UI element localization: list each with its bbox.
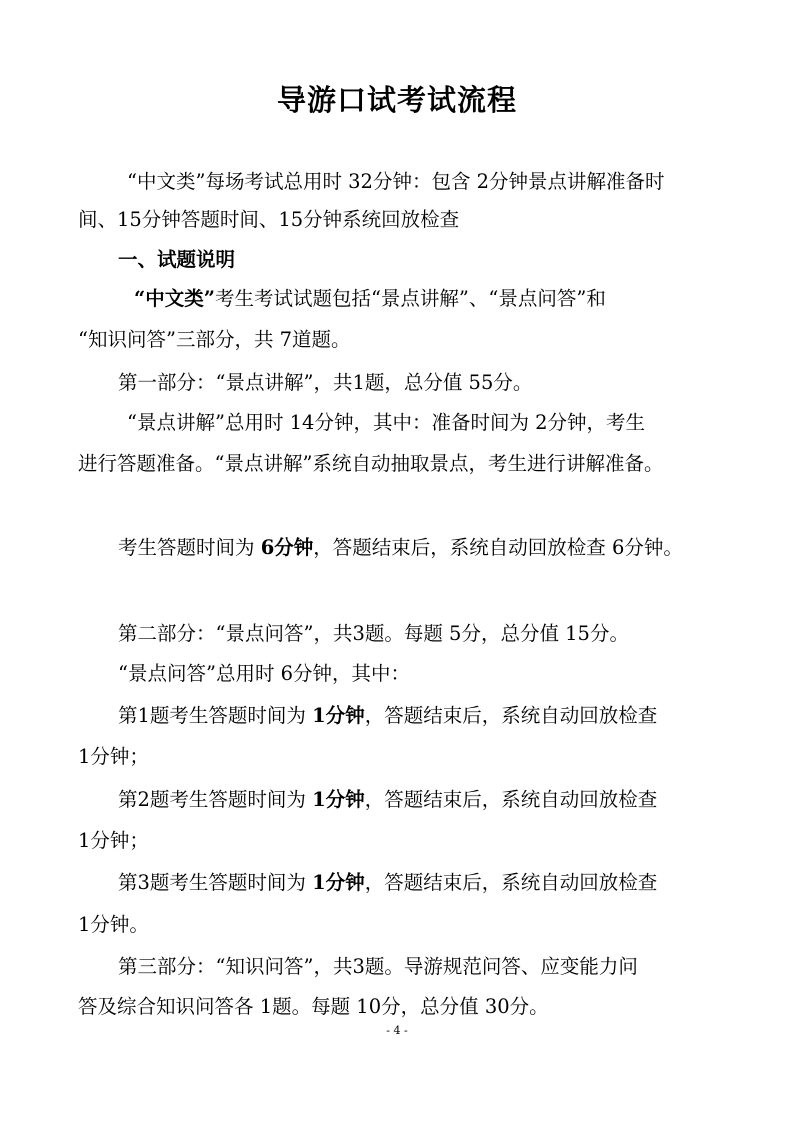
paragraph-line xyxy=(134,285,606,313)
text-span: ，答题结束后，系统自动回放检查 xyxy=(364,871,658,894)
text-span: ，答题结束后，系统自动回放检查 xyxy=(364,704,658,727)
part2-desc: “景点问答”总用时 6分钟，其中： xyxy=(118,662,411,685)
part3-line-2: 答及综合知识问答各 1题。每题 10分，总分值 30分。 xyxy=(78,995,549,1018)
bold-time: 6分钟 xyxy=(260,536,314,559)
page-number: - 4 - xyxy=(386,1024,408,1037)
text-span: 第3题考生答题时间为 xyxy=(118,871,313,894)
intro-line-1: “中文类”每场考试总用时 32分钟：包含 2分钟景点讲解准备时 xyxy=(127,170,665,193)
page-title: 导游口试考试流程 xyxy=(276,83,517,117)
part2-heading: 第二部分：“景点问答”，共3题。每题 5分，总分值 15分。 xyxy=(118,622,629,645)
question-1-line xyxy=(118,702,657,730)
bold-term: “中文类” xyxy=(134,287,215,310)
part1-desc-1: “景点讲解”总用时 14分钟，其中：准备时间为 2分钟，考生 xyxy=(127,411,646,434)
bold-time: 1分钟 xyxy=(312,788,365,811)
part1-answer-line xyxy=(118,534,683,562)
part1-desc-2: 进行答题准备。“景点讲解”系统自动抽取景点，考生进行讲解准备。 xyxy=(78,452,664,475)
bold-time: 1分钟 xyxy=(312,871,365,894)
text-span: 考生考试试题包括“景点讲解”、“景点问答”和 xyxy=(214,287,606,310)
section-heading: 一、试题说明 xyxy=(118,248,236,271)
text-span: 第2题考生答题时间为 xyxy=(118,788,313,811)
question-2-line xyxy=(118,786,657,814)
text-span: 第1题考生答题时间为 xyxy=(118,704,313,727)
paragraph-line: “知识问答”三部分，共 7道题。 xyxy=(78,328,351,351)
text-span: 考生答题时间为 xyxy=(118,536,261,559)
question-3-tail: 1分钟。 xyxy=(78,913,149,936)
part1-heading: 第一部分：“景点讲解”，共1题，总分值 55分。 xyxy=(118,371,533,394)
bold-time: 1分钟 xyxy=(312,704,365,727)
text-span: ，答题结束后，系统自动回放检查 xyxy=(364,788,658,811)
question-3-line xyxy=(118,869,657,897)
question-2-tail: 1分钟； xyxy=(78,829,149,852)
intro-line-2: 间、15分钟答题时间、15分钟系统回放检查 xyxy=(78,208,460,231)
question-1-tail: 1分钟； xyxy=(78,745,149,768)
text-span: ，答题结束后，系统自动回放检查 6分钟。 xyxy=(313,536,683,559)
part3-heading: 第三部分：“知识问答”，共3题。导游规范问答、应变能力问 xyxy=(118,955,638,978)
